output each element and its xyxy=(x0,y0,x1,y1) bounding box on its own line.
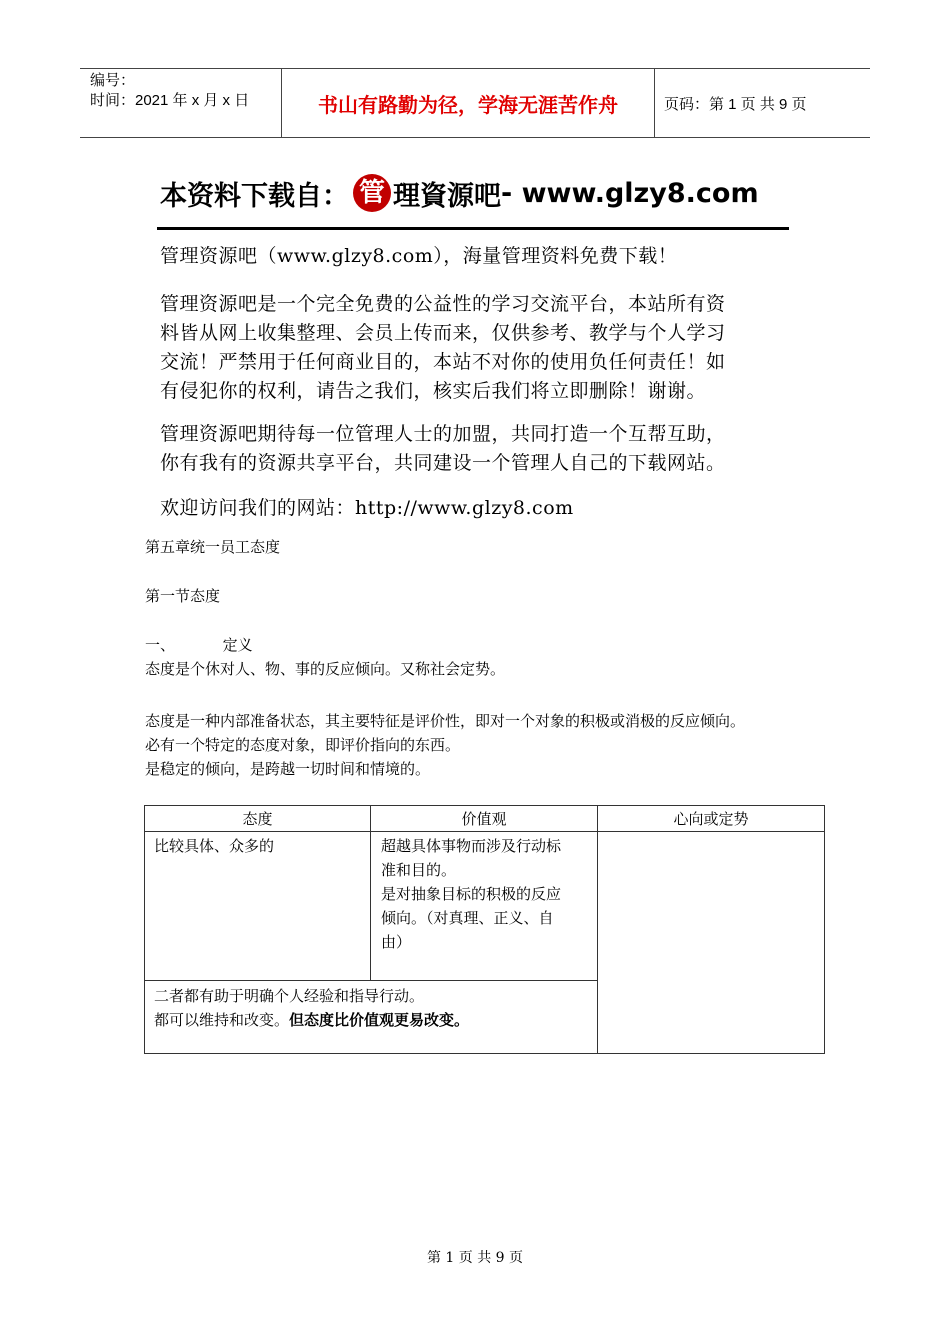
notice-para2-line: 交流！严禁用于任何商业目的，本站不对你的使用负任何责任！如 xyxy=(160,351,726,373)
table-cell-shared xyxy=(154,984,469,1032)
page-footer: 第 1 页 共 9 页 xyxy=(426,1250,524,1266)
comparison-table xyxy=(144,805,825,1054)
section-title: 第一节态度 xyxy=(145,587,221,605)
item-title: 定义 xyxy=(222,636,253,654)
definition-heading xyxy=(145,633,253,657)
table-header-mindset: 心向或定势 xyxy=(673,810,749,828)
table-header-values: 价值观 xyxy=(461,810,507,828)
item-number: 一、 xyxy=(145,636,176,654)
notice-welcome: 欢迎访问我们的网站：http://www.glzy8.com xyxy=(160,497,574,519)
notice-line1: 管理资源吧（www.glzy8.com），海量管理资料免费下载！ xyxy=(160,245,678,267)
table-cell-line: 由） xyxy=(381,933,412,951)
table-cell-line: 准和目的。 xyxy=(381,861,457,879)
definition-line: 态度是一种内部准备状态，其主要特征是评价性，即对一个对象的积极或消极的反应倾向。 xyxy=(145,712,746,730)
banner-prefix: 本资料下载自： xyxy=(160,180,349,212)
shared-bold-text: 但态度比价值观更易改变。 xyxy=(289,1011,470,1029)
table-divider xyxy=(370,806,371,980)
shared-plain-text: 都可以维持和改变。 xyxy=(154,1011,290,1029)
notice-para3-line: 你有我有的资源共享平台，共同建设一个管理人自己的下载网站。 xyxy=(160,452,726,474)
notice-para2-line: 料皆从网上收集整理、会员上传而来，仅供参考、教学与个人学习 xyxy=(160,322,726,344)
header-number: 编号： xyxy=(90,72,136,89)
definition-line: 必有一个特定的态度对象，即评价指向的东西。 xyxy=(145,736,461,754)
table-cell-line: 倾向。（对真理、正义、自 xyxy=(381,909,554,927)
table-divider xyxy=(145,980,598,981)
notice-para3-line: 管理资源吧期待每一位管理人士的加盟，共同打造一个互帮互助， xyxy=(160,423,726,445)
table-divider xyxy=(597,806,598,1053)
notice-para2 xyxy=(160,290,726,406)
table-cell-line: 二者都有助于明确个人经验和指导行动。 xyxy=(154,987,425,1005)
download-banner xyxy=(160,170,759,216)
table-cell-line: 是对抽象目标的积极的反应 xyxy=(381,885,562,903)
header-meta xyxy=(80,69,282,137)
page-header xyxy=(80,68,870,138)
table-header-attitude: 态度 xyxy=(242,810,273,828)
notice-para3 xyxy=(160,420,726,478)
banner-site-name: 理資源吧 xyxy=(393,180,501,212)
table-cell-values xyxy=(381,834,591,954)
table-cell-attitude: 比较具体、众多的 xyxy=(154,837,275,855)
header-motto: 书山有路勤为径，学海无涯苦作舟 xyxy=(282,69,655,137)
header-time: 时间：2021 年 x 月 x 日 xyxy=(90,92,250,109)
table-cell-line: 超越具体事物而涉及行动标 xyxy=(381,837,562,855)
site-logo-icon: 管 xyxy=(353,174,391,212)
table-cell-line xyxy=(154,1008,469,1032)
notice-para2-line: 管理资源吧是一个完全免费的公益性的学习交流平台，本站所有资 xyxy=(160,293,726,315)
header-page-info: 页码：第 1 页 共 9 页 xyxy=(664,95,807,113)
definition-line: 态度是个休对人、物、事的反应倾向。又称社会定势。 xyxy=(145,660,506,678)
definition-line: 是稳定的倾向，是跨越一切时间和情境的。 xyxy=(145,760,431,778)
banner-url: - www.glzy8.com xyxy=(501,177,759,209)
banner-divider xyxy=(157,227,789,230)
chapter-title: 第五章统一员工态度 xyxy=(145,538,281,556)
notice-para2-line: 有侵犯你的权利，请告之我们，核实后我们将立即删除！谢谢。 xyxy=(160,380,707,402)
